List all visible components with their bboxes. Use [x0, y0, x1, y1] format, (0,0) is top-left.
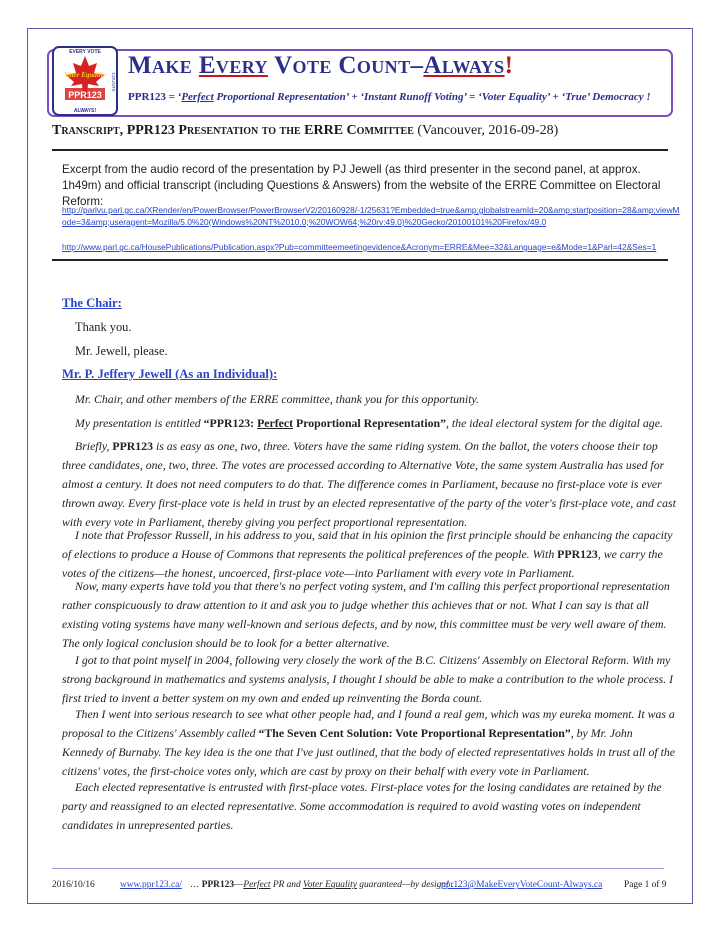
paragraph-3: Briefly, PPR123 is as easy as one, two, three. Voters have the same riding system. On the ballot, the voters choose their top three candidates, one, two, three. The votes are processed according to Alternative Vote, the same system Australia has used for almost a century. It does not need computers to do that. The difference comes in Parliament, because no first-place vote is ever thrown away. Every first-place vote is held in trust by an elected representative of the party of the voter's first-place vote, and cast with every vote in Parliament, thereby giving you perfect proportional representation.	[62, 439, 676, 529]
footer-site-link[interactable]: www.ppr123.ca/	[120, 880, 182, 890]
paragraph-7: Then I went into serious research to see what other people had, and I found a real gem, which was my eureka moment. It was a proposal to the Citizens' Assembly called “The Seven Cent Solution: Vote Proportional Representation”, by Mr. John Kennedy of Burnaby. The key idea is the one that I've just outlined, that the body of elected representatives holds in trust all of the citizens' votes, the first-choice votes only, which are cast by proxy on their behalf with every vote in Parliament.	[62, 707, 675, 778]
logo-mid-text: Voter Equality	[64, 71, 106, 79]
chair-line-2: Mr. Jewell, please.	[75, 344, 168, 358]
footer-date: 2016/10/16	[52, 880, 95, 890]
logo-side-text: COUNTS	[111, 72, 116, 92]
footer-page-number: Page 1 of 9	[624, 880, 667, 890]
paragraph-5: Now, many experts have told you that there's no perfect voting system, and I'm calling this perfect proportional representation rather conspicuously to draw attention to it and ask you to judge whether this achieves that or not. What I can say is that all existing voting systems have many well-known and serious defects, and by now, this committee must be very well aware of them. The only logical conclusion should be to look for a better alternative.	[62, 579, 670, 650]
title-divider	[52, 149, 668, 151]
footer-tagline: … PPR123—Perfect PR and Voter Equality guaranteed—by design! …	[190, 880, 460, 890]
speaker-chair: The Chair:	[62, 296, 122, 310]
banner-title: Make Every Vote Count–Always!	[128, 52, 514, 79]
logo-top-text: EVERY VOTE	[69, 49, 101, 55]
speaker-jewell: Mr. P. Jeffery Jewell (As an Individual):	[62, 367, 278, 381]
logo-ppr-text: PPR123	[68, 90, 102, 100]
logo-bottom-text: ALWAYS!	[73, 108, 97, 114]
banner-tagline: PPR123 = ‘Perfect Proportional Representation’ + ‘Instant Runoff Voting’ = ‘Voter Equality’ + ‘True’ Democracy !	[128, 91, 651, 103]
paragraph-4: I note that Professor Russell, in his address to you, said that in his opinion the first principle should be enhancing the capacity of elections to produce a House of Commons that represents the political preferences of the people. With PPR123, we carry the votes of the citizens—the honest, uncoerced, first-place vote—into Parliament with every vote in Parliament.	[62, 528, 673, 580]
paragraph-2: My presentation is entitled “PPR123: Perfect Proportional Representation”, the ideal electoral system for the digital age.	[75, 416, 663, 430]
document-title: Transcript, PPR123 Presentation to the ERRE Committee (Vancouver, 2016-09-28)	[52, 123, 559, 138]
excerpt-divider	[52, 259, 668, 261]
paragraph-6: I got to that point myself in 2004, following very closely the work of the B.C. Citizens' Assembly on Electoral Reform. With my strong background in mathematics and systems analysis, I thought I should be able to make a contribution to the whole process. I first tried to invent a better system on my own and ended up reinventing the Borda count.	[62, 653, 674, 705]
excerpt-text: Excerpt from the audio record of the presentation by PJ Jewell (as third presenter in the second panel, at approx. 1h49m) and official transcript (including Questions & Answers) from the website of the ERRE Committee on Electoral Reform:	[62, 163, 661, 208]
parl-publication-link[interactable]: http://www.parl.gc.ca/HousePublications/Publication.aspx?Pub=committeemeetingevidence&Acronym=ERRE&Mee=32&Language=e&Mode=1&Parl=42&Ses=1	[62, 242, 657, 252]
chair-line-1: Thank you.	[75, 320, 132, 334]
paragraph-1: Mr. Chair, and other members of the ERRE committee, thank you for this opportunity.	[75, 392, 480, 406]
parlvu-link[interactable]: http://parlvu.parl.gc.ca/XRender/en/PowerBrowser/PowerBrowserV2/20160928/-1/25631?Embedded=true&amp;globalstreamId=20&amp;startposition=28&amp;viewMode=3&amp;useragent=Mozilla/5.0%20(Windows%20NT%2010.0;%20WOW64;%20rv:49.0)%20Gecko/20100101%20Firefox/49.0	[62, 205, 680, 227]
paragraph-8: Each elected representative is entrusted with first-place votes. First-place votes for the losing candidates are retained by the party and reassigned to an elected representative. Some accommodation is required to avoid wasting votes on independent candidates in unrepresented parties.	[62, 780, 662, 832]
footer-email-link[interactable]: ppr123@MakeEveryVoteCount-Always.ca	[441, 880, 603, 890]
ppr123-logo	[50, 44, 120, 118]
footer-divider	[52, 868, 664, 869]
